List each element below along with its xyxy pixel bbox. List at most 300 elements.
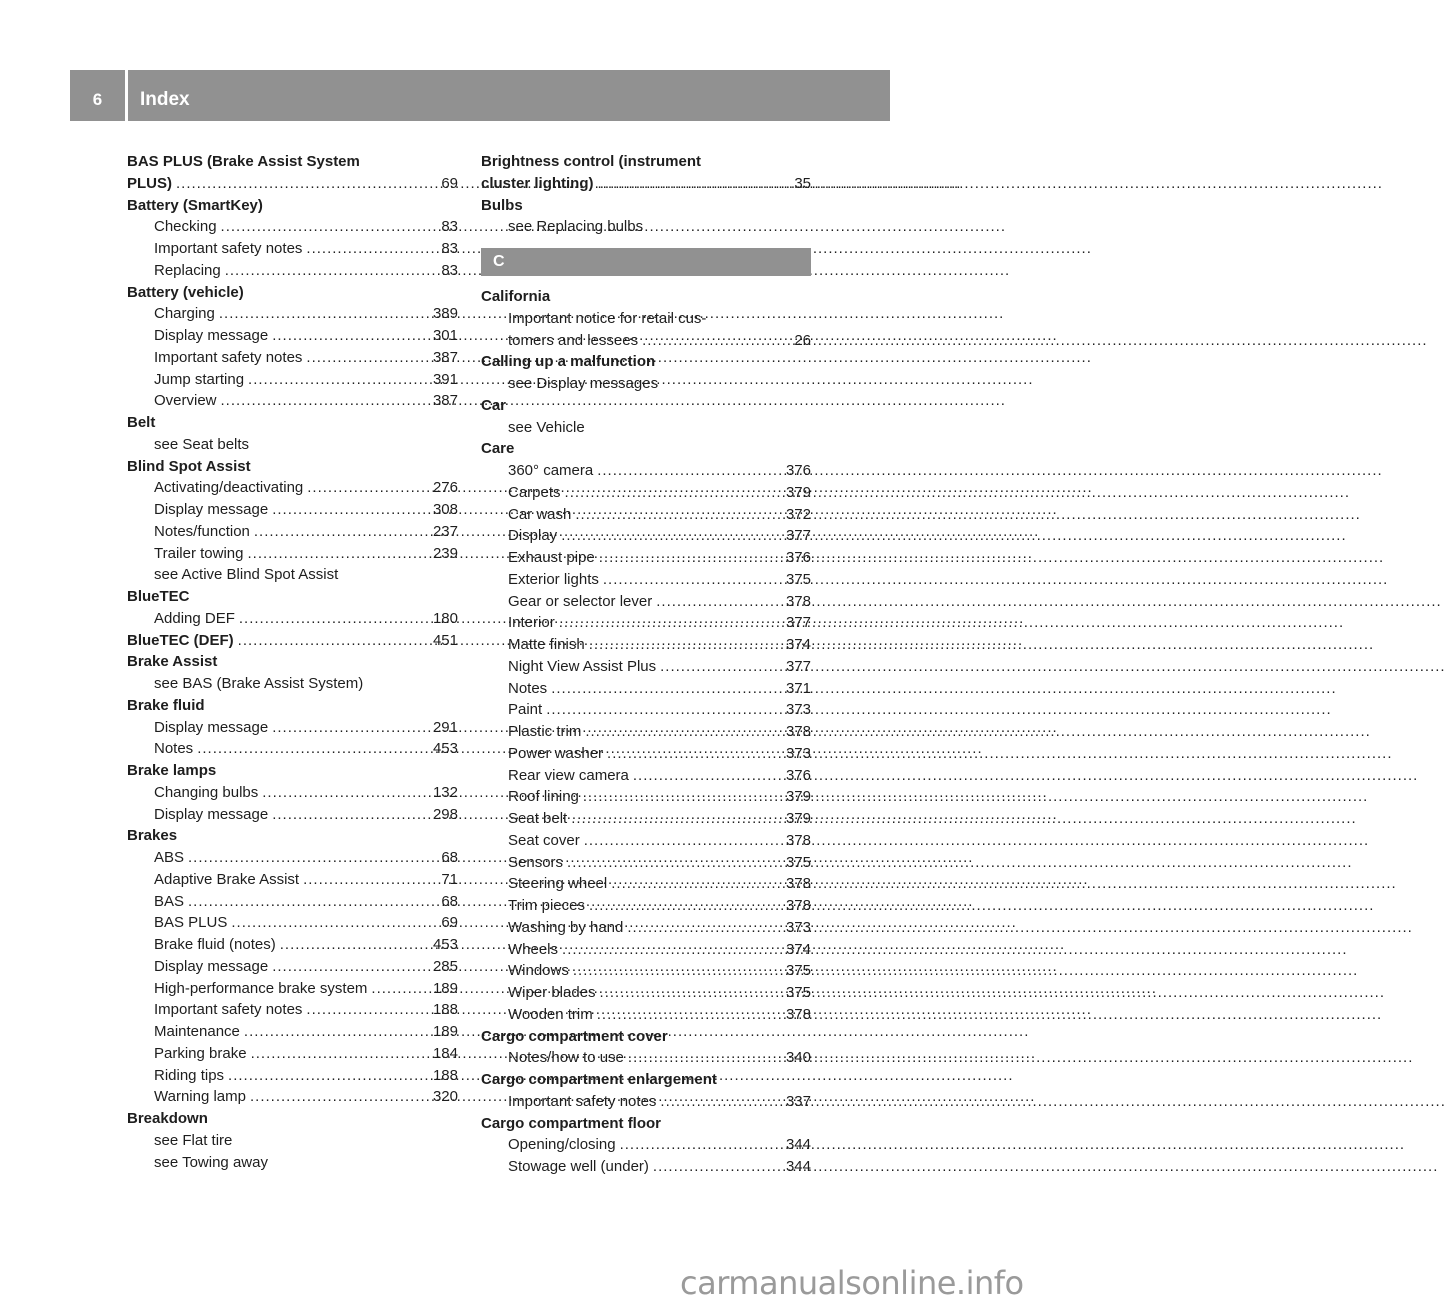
entry-text: BAS PLUS (Brake Assist System xyxy=(127,153,360,170)
index-subentry[interactable] xyxy=(127,325,458,347)
page-reference[interactable]: 451 xyxy=(432,631,458,649)
index-subentry[interactable] xyxy=(127,1065,458,1087)
dot-leader xyxy=(598,173,786,195)
entry-text: Replacing xyxy=(154,261,221,279)
entry-text: Notes/how to use xyxy=(508,1049,624,1067)
page-reference[interactable]: 378 xyxy=(785,897,811,914)
dot-leader xyxy=(238,630,427,652)
entry-text: Gear or selector lever xyxy=(508,592,653,610)
page-reference[interactable]: 379 xyxy=(785,788,811,806)
page-reference[interactable]: 376 xyxy=(785,766,811,784)
dot-leader xyxy=(600,982,780,1004)
dot-leader xyxy=(656,591,780,613)
page-reference[interactable]: 239 xyxy=(432,544,458,562)
page-reference[interactable]: 276 xyxy=(432,479,458,497)
dot-leader xyxy=(306,347,427,369)
entry-text: Adding DEF xyxy=(154,609,235,627)
page-reference[interactable]: 189 xyxy=(432,979,458,997)
dot-leader xyxy=(225,260,432,282)
index-subentry[interactable] xyxy=(481,1004,811,1026)
page-reference[interactable]: 375 xyxy=(785,962,811,980)
page-reference[interactable]: 132 xyxy=(432,783,458,801)
page-reference[interactable]: 301 xyxy=(432,327,458,344)
entry-text: Jump starting xyxy=(154,370,245,388)
page-reference[interactable]: 375 xyxy=(785,984,811,1001)
entry-text: Care xyxy=(481,440,515,458)
dot-leader xyxy=(660,1091,780,1113)
page-reference[interactable]: 387 xyxy=(432,392,458,410)
index-subentry[interactable] xyxy=(127,238,458,260)
index-subentry[interactable] xyxy=(481,1134,811,1156)
page-reference[interactable]: 373 xyxy=(785,918,811,936)
entry-text: Parking brake xyxy=(154,1044,247,1062)
entry-text: Brake lamps xyxy=(127,762,217,779)
index-subentry[interactable] xyxy=(481,699,811,721)
dot-leader xyxy=(188,847,432,869)
index-subentry[interactable] xyxy=(481,460,811,482)
index-subentry[interactable] xyxy=(481,504,811,526)
page-reference[interactable]: 375 xyxy=(785,853,811,871)
index-entry xyxy=(127,412,458,434)
dot-leader xyxy=(262,782,427,804)
index-subentry[interactable] xyxy=(481,634,811,656)
entry-text: Battery (vehicle) xyxy=(127,283,244,301)
entry-text: Important safety notes xyxy=(154,240,303,257)
page-reference[interactable]: 375 xyxy=(785,570,811,588)
page-reference[interactable]: 308 xyxy=(432,501,458,518)
dot-leader xyxy=(251,1043,427,1065)
entry-text: see Seat belts xyxy=(154,435,250,453)
dot-leader xyxy=(660,656,780,678)
page-reference[interactable]: 391 xyxy=(432,370,458,388)
index-entry xyxy=(481,351,811,373)
page-reference[interactable]: 237 xyxy=(432,522,458,540)
index-entry xyxy=(127,1108,458,1130)
entry-text: Night View Assist Plus xyxy=(508,657,657,675)
page-reference[interactable]: 320 xyxy=(432,1088,458,1106)
index-subentry[interactable] xyxy=(127,891,458,913)
page-reference[interactable]: 344 xyxy=(785,1158,811,1175)
entry-text: Display message xyxy=(154,327,269,344)
dot-leader xyxy=(633,765,780,787)
page-reference[interactable]: 373 xyxy=(785,744,811,762)
page-reference[interactable]: 35 xyxy=(794,174,811,192)
dot-leader xyxy=(303,869,432,891)
dot-leader xyxy=(551,678,780,700)
dot-leader xyxy=(607,743,780,765)
page-reference[interactable]: 340 xyxy=(785,1049,811,1067)
index-subentry[interactable] xyxy=(481,1047,811,1069)
index-subentry xyxy=(127,673,458,695)
entry-text: Plastic trim xyxy=(508,723,582,740)
index-entry xyxy=(127,825,458,847)
index-subentry[interactable] xyxy=(481,743,811,765)
entry-text: Cargo compartment cover xyxy=(481,1027,668,1045)
page-reference[interactable]: 298 xyxy=(432,805,458,823)
page-reference[interactable]: 184 xyxy=(432,1044,458,1062)
dot-leader xyxy=(584,830,780,852)
entry-text: Wheels xyxy=(508,940,559,958)
index-subentry[interactable] xyxy=(481,808,811,830)
index-subentry[interactable] xyxy=(481,982,811,1004)
page-reference[interactable]: 373 xyxy=(785,701,811,719)
entry-text: Cargo compartment floor xyxy=(481,1114,662,1132)
page-reference[interactable]: 376 xyxy=(785,549,811,566)
entry-text: Brake fluid xyxy=(127,696,205,714)
dot-leader xyxy=(628,1047,780,1069)
dot-leader xyxy=(567,852,780,874)
entry-text: Carpets xyxy=(508,483,561,501)
entry-text: Interior xyxy=(508,614,555,632)
page-reference[interactable]: 69 xyxy=(441,174,458,192)
dot-leader xyxy=(197,738,427,760)
page-reference[interactable]: 374 xyxy=(785,636,811,653)
entry-text: Activating/deactivating xyxy=(154,479,304,497)
page-reference[interactable]: 68 xyxy=(441,849,458,866)
entry-text: Power washer xyxy=(508,744,604,762)
index-subentry[interactable] xyxy=(127,521,458,543)
index-subentry[interactable] xyxy=(481,547,811,569)
dot-leader xyxy=(653,1156,780,1178)
entry-text: Exterior lights xyxy=(508,570,599,588)
dot-leader xyxy=(239,608,427,630)
entry-text: Rear view camera xyxy=(508,766,629,784)
page-reference[interactable]: 69 xyxy=(441,914,458,932)
entry-text: Changing bulbs xyxy=(154,783,259,801)
entry-text: Display message xyxy=(154,957,269,975)
page-reference[interactable]: 378 xyxy=(785,592,811,610)
page-reference[interactable]: 387 xyxy=(432,348,458,366)
page-reference[interactable]: 379 xyxy=(785,810,811,827)
index-subentry[interactable] xyxy=(127,847,458,869)
entry-text: Sensors xyxy=(508,853,564,871)
watermark: carmanualsonline.info xyxy=(680,1264,1024,1302)
index-entry xyxy=(127,760,458,782)
entry-text: Notes/function xyxy=(154,522,250,540)
dot-leader xyxy=(219,303,427,325)
entry-text: Car xyxy=(481,396,507,414)
page-reference[interactable]: 374 xyxy=(785,940,811,958)
page-number: 6 xyxy=(70,70,125,121)
entry-text: Seat cover xyxy=(508,831,580,849)
dot-leader xyxy=(272,499,427,521)
dot-leader xyxy=(272,325,427,347)
dot-leader xyxy=(603,569,780,591)
index-subentry[interactable] xyxy=(127,477,458,499)
index-entry xyxy=(127,195,458,217)
index-subentry[interactable] xyxy=(481,330,811,352)
entry-text: Warning lamp xyxy=(154,1088,246,1106)
entry-text: Important safety notes xyxy=(154,1001,303,1019)
dot-leader xyxy=(620,1134,780,1156)
entry-text: Adaptive Brake Assist xyxy=(154,870,300,888)
dot-leader xyxy=(627,917,780,939)
page-reference[interactable]: 291 xyxy=(432,718,458,736)
page-reference[interactable]: 378 xyxy=(785,1005,811,1023)
index-subentry[interactable] xyxy=(481,591,811,613)
index-subentry[interactable] xyxy=(481,830,811,852)
entry-text: Charging xyxy=(154,305,215,323)
entry-text: Maintenance xyxy=(154,1023,240,1040)
entry-text: Seat belt xyxy=(508,810,568,827)
page-reference[interactable]: 180 xyxy=(432,609,458,627)
index-subentry[interactable] xyxy=(127,869,458,891)
index-entry xyxy=(481,438,811,460)
dot-leader xyxy=(231,912,432,934)
index-subentry[interactable] xyxy=(127,956,458,978)
dot-leader xyxy=(599,547,780,569)
page-reference[interactable]: 377 xyxy=(785,614,811,632)
entry-text: see Flat tire xyxy=(154,1131,233,1149)
dot-leader xyxy=(589,895,780,917)
dot-leader xyxy=(585,721,780,743)
dot-leader xyxy=(272,956,427,978)
page-reference[interactable]: 83 xyxy=(441,218,458,236)
dot-leader xyxy=(561,525,780,547)
dot-leader xyxy=(583,786,780,808)
entry-text: Opening/closing xyxy=(508,1136,616,1154)
index-subentry[interactable] xyxy=(481,960,811,982)
index-subentry[interactable] xyxy=(127,999,458,1021)
page-reference[interactable]: 83 xyxy=(441,240,458,257)
index-subentry[interactable] xyxy=(481,873,811,895)
page-reference[interactable]: 371 xyxy=(785,679,811,697)
index-subentry[interactable] xyxy=(481,939,811,961)
section-letter-header: C xyxy=(481,248,811,276)
dot-leader xyxy=(589,634,780,656)
entry-text: Important safety notes xyxy=(154,348,303,366)
page-reference[interactable]: 453 xyxy=(432,936,458,953)
entry-text: tomers and lessees xyxy=(508,331,639,349)
dot-leader xyxy=(248,369,427,391)
entry-text: Calling up a malfunction xyxy=(481,353,656,371)
page-reference[interactable]: 285 xyxy=(432,957,458,975)
entry-text: Wooden trim xyxy=(508,1005,593,1023)
page-reference[interactable]: 372 xyxy=(785,505,811,523)
index-subentry[interactable] xyxy=(127,303,458,325)
dot-leader xyxy=(306,999,427,1021)
page-title: Index xyxy=(128,70,890,121)
entry-text: ABS xyxy=(154,849,185,866)
index-subentry[interactable] xyxy=(127,608,458,630)
index-subentry[interactable] xyxy=(481,917,811,939)
dot-leader xyxy=(597,1004,780,1026)
page-reference[interactable]: 378 xyxy=(785,831,811,849)
dot-leader xyxy=(254,521,427,543)
dot-leader xyxy=(244,1021,427,1043)
entry-text: Stowage well (under) xyxy=(508,1158,649,1175)
entry-text: Wiper blades xyxy=(508,984,596,1001)
page-reference[interactable]: 378 xyxy=(785,723,811,740)
page-reference[interactable]: 378 xyxy=(785,875,811,893)
dot-leader xyxy=(272,804,427,826)
index-entry xyxy=(481,195,811,217)
entry-text: Display xyxy=(508,527,558,545)
entry-text: Notes xyxy=(508,679,548,697)
index-subentry[interactable] xyxy=(127,782,458,804)
entry-text: BlueTEC (DEF) xyxy=(127,631,234,649)
index-subentry[interactable] xyxy=(127,912,458,934)
index-column-right xyxy=(481,151,811,1178)
dot-leader xyxy=(611,873,780,895)
entry-text: see Active Blind Spot Assist xyxy=(154,566,339,584)
page-reference[interactable]: 68 xyxy=(441,892,458,910)
dot-leader xyxy=(562,939,780,961)
entry-text: see Display messages xyxy=(508,375,659,392)
page-reference[interactable]: 377 xyxy=(785,527,811,545)
entry-text: 360° camera xyxy=(508,462,594,479)
index-subentry xyxy=(481,216,811,238)
index-subentry xyxy=(127,434,458,456)
page-reference[interactable]: 389 xyxy=(432,305,458,323)
dot-leader xyxy=(306,238,432,260)
dot-leader xyxy=(559,612,780,634)
index-entry xyxy=(127,651,458,673)
dot-leader xyxy=(546,699,780,721)
entry-text: Overview xyxy=(154,392,217,410)
dot-leader xyxy=(575,504,780,526)
entry-text: Important notice for retail cus- xyxy=(508,309,707,327)
page-reference[interactable]: 453 xyxy=(432,740,458,758)
index-entry xyxy=(127,456,458,478)
entry-text: Brakes xyxy=(127,827,178,845)
index-entry xyxy=(127,586,458,608)
index-subentry[interactable] xyxy=(127,499,458,521)
index-subentry[interactable] xyxy=(481,569,811,591)
index-entry xyxy=(127,282,458,304)
index-entry xyxy=(481,1113,811,1135)
dot-leader xyxy=(188,891,432,913)
index-entry xyxy=(481,395,811,417)
index-subentry[interactable] xyxy=(127,934,458,956)
index-subentry[interactable] xyxy=(481,1091,811,1113)
dot-leader xyxy=(642,330,785,352)
dot-leader xyxy=(597,460,780,482)
entry-text: Brake fluid (notes) xyxy=(154,936,276,953)
entry-text: Steering wheel xyxy=(508,875,608,893)
entry-text: cluster lighting) xyxy=(481,174,594,192)
index-entry[interactable] xyxy=(481,173,811,195)
index-entry xyxy=(481,286,811,308)
index-subentry[interactable] xyxy=(127,1021,458,1043)
entry-text: Battery (SmartKey) xyxy=(127,196,263,214)
page-reference[interactable]: 71 xyxy=(441,870,458,888)
index-subentry xyxy=(127,564,458,586)
index-subentry xyxy=(127,1152,458,1174)
index-subentry xyxy=(481,417,811,439)
page-reference[interactable]: 376 xyxy=(785,462,811,479)
index-entry[interactable] xyxy=(127,173,458,195)
entry-text: Washing by hand xyxy=(508,918,624,936)
index-entry[interactable] xyxy=(127,630,458,652)
index-subentry[interactable] xyxy=(481,786,811,808)
page-reference[interactable]: 83 xyxy=(441,261,458,279)
index-subentry[interactable] xyxy=(481,678,811,700)
page-reference[interactable]: 26 xyxy=(794,331,811,349)
page-reference[interactable]: 337 xyxy=(785,1092,811,1110)
index-subentry[interactable] xyxy=(127,1043,458,1065)
index-subentry[interactable] xyxy=(481,852,811,874)
dot-leader xyxy=(571,808,780,830)
entry-text: PLUS) xyxy=(127,174,172,192)
dot-leader xyxy=(228,1065,427,1087)
index-subentry[interactable] xyxy=(127,216,458,238)
index-subentry[interactable] xyxy=(481,721,811,743)
index-subentry[interactable] xyxy=(127,543,458,565)
index-subentry[interactable] xyxy=(127,1086,458,1108)
page-reference[interactable]: 379 xyxy=(785,483,811,501)
index-subentry[interactable] xyxy=(481,765,811,787)
dot-leader xyxy=(247,543,426,565)
entry-text: BAS PLUS xyxy=(154,914,228,932)
index-subentry[interactable] xyxy=(127,369,458,391)
index-subentry xyxy=(481,308,811,330)
index-subentry[interactable] xyxy=(127,804,458,826)
dot-leader xyxy=(565,482,780,504)
entry-text: Matte finish xyxy=(508,636,585,653)
dot-leader xyxy=(176,173,432,195)
index-subentry[interactable] xyxy=(481,482,811,504)
entry-text: Display message xyxy=(154,501,269,518)
index-entry xyxy=(481,1069,811,1091)
entry-text: see Replacing bulbs xyxy=(508,218,644,236)
index-subentry xyxy=(127,1130,458,1152)
entry-text: Brake Assist xyxy=(127,653,218,671)
entry-text: Trim pieces xyxy=(508,897,585,914)
index-entry xyxy=(481,1026,811,1048)
entry-text: Windows xyxy=(508,962,569,980)
index-column-left xyxy=(127,151,458,1173)
index-subentry[interactable] xyxy=(481,525,811,547)
entry-text: Important safety notes xyxy=(508,1092,657,1110)
entry-text: Exhaust pipe xyxy=(508,549,595,566)
page-reference[interactable]: 189 xyxy=(432,1023,458,1040)
entry-text: Trailer towing xyxy=(154,544,244,562)
index-subentry[interactable] xyxy=(127,738,458,760)
dot-leader xyxy=(307,477,427,499)
index-subentry[interactable] xyxy=(127,347,458,369)
entry-text: see BAS (Brake Assist System) xyxy=(154,675,364,692)
entry-text: see Vehicle xyxy=(508,418,585,436)
entry-text: Car wash xyxy=(508,505,572,523)
entry-text: Bulbs xyxy=(481,196,523,214)
dot-leader xyxy=(371,978,427,1000)
page-reference[interactable]: 377 xyxy=(785,657,811,675)
entry-text: High-performance brake system xyxy=(154,979,368,997)
page-reference[interactable]: 188 xyxy=(432,1066,458,1084)
index-entry xyxy=(127,695,458,717)
entry-text: BlueTEC xyxy=(127,588,190,605)
index-subentry[interactable] xyxy=(481,612,811,634)
index-subentry[interactable] xyxy=(127,717,458,739)
entry-text: Belt xyxy=(127,414,156,431)
entry-text: Brightness control (instrument xyxy=(481,153,702,170)
page-reference[interactable]: 344 xyxy=(785,1136,811,1154)
entry-text: Roof lining xyxy=(508,788,579,806)
index-subentry[interactable] xyxy=(127,260,458,282)
dot-leader xyxy=(573,960,780,982)
entry-text: BAS xyxy=(154,892,185,910)
page-reference[interactable]: 188 xyxy=(432,1001,458,1019)
index-subentry[interactable] xyxy=(127,978,458,1000)
index-subentry[interactable] xyxy=(481,656,811,678)
index-subentry[interactable] xyxy=(127,390,458,412)
index-entry xyxy=(127,151,458,173)
index-subentry[interactable] xyxy=(481,895,811,917)
index-subentry[interactable] xyxy=(481,1156,811,1178)
page-header xyxy=(70,70,890,121)
entry-text: Riding tips xyxy=(154,1066,225,1084)
